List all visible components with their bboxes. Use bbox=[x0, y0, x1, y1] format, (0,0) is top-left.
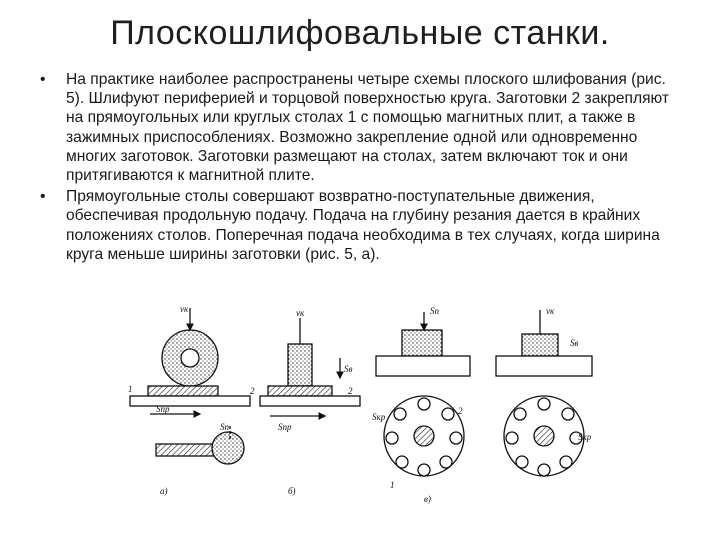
bullet-dot-icon: • bbox=[40, 71, 46, 88]
sublabel-b: б) bbox=[288, 486, 296, 496]
scheme-a bbox=[130, 308, 250, 464]
grinding-wheel bbox=[402, 330, 442, 356]
wheel-hub bbox=[181, 349, 199, 367]
sublabel-a: а) bbox=[160, 486, 168, 496]
table bbox=[260, 396, 360, 406]
table-center bbox=[534, 426, 554, 446]
bullet-item bbox=[38, 187, 688, 264]
bullet-dot-icon: • bbox=[40, 188, 46, 206]
table-top bbox=[376, 356, 470, 376]
scheme-d bbox=[496, 310, 592, 476]
label-vk-d: vк bbox=[546, 306, 555, 316]
label-sv-d: Sв bbox=[570, 338, 579, 348]
label-vk-a: vк bbox=[180, 304, 189, 314]
label-2-b: 2 bbox=[348, 386, 353, 396]
bullet-text: На практике наиболее распространены четыре схемы плоского шлифования (рис. 5). Шлифуют периферией и торцовой поверхностью круга. Заготовки 2 закрепляют на прямоугольных или круглых столах 1 с помощью магнитных плит, а также в зажимных приспособлениях. Возможно закрепление одной или одновременно многих заготовок. Заготовки размещают на столах, затем включают ток и они притягиваются к магнитной плите. bbox=[66, 71, 670, 185]
table bbox=[130, 396, 250, 406]
workpiece bbox=[268, 386, 332, 396]
bullet-item bbox=[38, 70, 688, 185]
cup-wheel bbox=[522, 334, 558, 356]
table-center bbox=[414, 426, 434, 446]
label-1-a: 1 bbox=[128, 384, 133, 394]
label-spr-b: Sпр bbox=[278, 422, 292, 432]
cup-wheel bbox=[288, 344, 312, 386]
bullet-text: Прямоугольные столы совершают возвратно-поступательные движения, обеспечивая продольную подачу. Подача на глубину резания дается в крайних положениях столов. Поперечная подача необходима в тех случаях, когда ширина круга меньше ширины заготовки (рис. 5, а). bbox=[66, 188, 660, 263]
grinding-schemes-figure bbox=[120, 298, 606, 518]
label-sp-a: Sп bbox=[220, 422, 229, 432]
scheme-c bbox=[376, 312, 470, 476]
grinding-wheel-ghost bbox=[212, 432, 244, 464]
bullet-list bbox=[38, 70, 688, 266]
label-1-c: 1 bbox=[390, 480, 395, 490]
label-skr-c: Sкр bbox=[372, 412, 386, 422]
grinding-schemes-drawing bbox=[120, 298, 606, 518]
label-spr-a: Sпр bbox=[156, 404, 170, 414]
label-skr-d: Sкр bbox=[578, 432, 592, 442]
workpiece-end-position bbox=[156, 444, 216, 456]
label-2-a: 2 bbox=[250, 386, 255, 396]
label-vk-b: vк bbox=[296, 308, 305, 318]
label-sv-b: Sв bbox=[344, 364, 353, 374]
table-top bbox=[496, 356, 592, 376]
sublabel-c: в) bbox=[424, 494, 431, 504]
label-2-c: 2 bbox=[458, 406, 463, 416]
slide-title: Плоскошлифовальные станки. bbox=[110, 14, 610, 52]
workpiece bbox=[148, 386, 218, 396]
label-sp-c: Sп bbox=[430, 306, 439, 316]
